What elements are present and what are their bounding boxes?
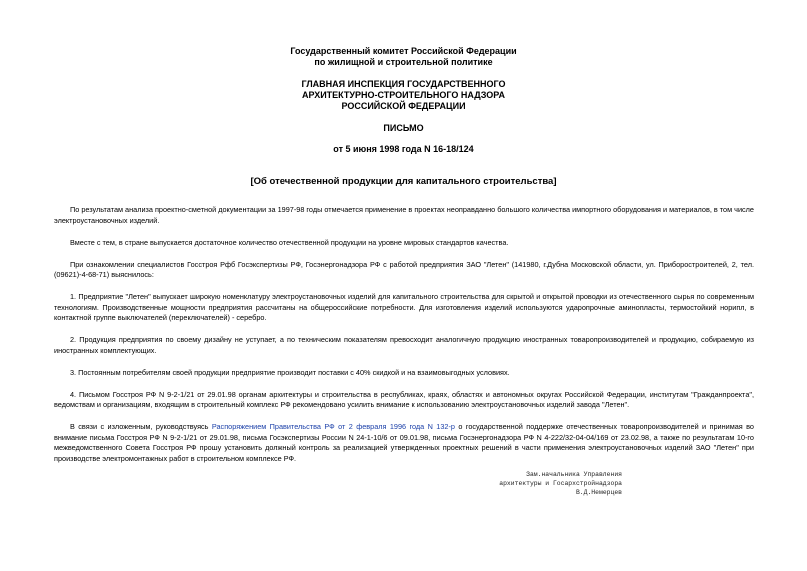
government-order-link[interactable]: Распоряжением Правительства РФ от 2 февраля 1996 года N 132-р [211, 422, 455, 431]
paragraph-6: 3. Постоянным потребителям своей продукции предприятие производит поставки с 40% скидкой и на взаимовыгодных условиях. [70, 367, 510, 377]
paragraph-4: 1. Предприятие "Летен" выпускает широкую номенклатуру электроустановочных изделий для капитального строительства для скрытой и открытой проводки из отечественного сырья по современным технологиям. Производственные мощности предприятия рассчитаны на общероссийские потребности. Для изготовления изделий используются ударопрочные аминопласты, термостойкий норипл, в контактной группе выключателей (переключателей) - серебро. [54, 292, 754, 322]
signature-position: Зам.начальника Управления [526, 471, 622, 478]
issuer-block [0, 46, 807, 68]
signature-block [472, 470, 622, 497]
signature-name: В.Д.Немерцев [575, 489, 622, 496]
inspection-line: РОССИЙСКОЙ ФЕДЕРАЦИИ [341, 101, 466, 111]
paragraph-7: 4. Письмом Госстроя РФ N 9-2-1/21 от 29.01.98 органам архитектуры и строительства в республиках, краях, областях и автономных округах Российской Федерации, институтам "Гражданпроекта", ведомствам и организациям, входящим в строительный комплекс РФ рекомендовано усилить внимание к использованию электроустановочных изделий завода "Летен". [54, 389, 754, 409]
inspection-line: ГЛАВНАЯ ИНСПЕКЦИЯ ГОСУДАРСТВЕННОГО [301, 79, 506, 89]
paragraph-1: По результатам анализа проектно-сметной документации за 1997-98 годы отмечается применение в проектах неоправданно большого количества импортного оборудования и материалов, в том числе электроустановочных изделий. [54, 205, 754, 225]
paragraph-2: Вместе с тем, в стране выпускается достаточное количество отечественной продукции на уровне мировых стандартов качества. [70, 237, 509, 247]
paragraph-5: 2. Продукция предприятия по своему дизайну не уступает, а по техническим показателям превосходит аналогичную продукцию иностранных товаропроизводителей и продукцию, собираемую из иностранных комплектующих. [54, 335, 754, 355]
paragraph-8-lead: В связи с изложенным, руководствуясь [70, 422, 212, 431]
document-body [54, 205, 754, 476]
issuer-line: по жилищной и строительной политике [314, 57, 493, 67]
inspection-line: АРХИТЕКТУРНО-СТРОИТЕЛЬНОГО НАДЗОРА [302, 90, 505, 100]
issuer-line: Государственный комитет Российской Федерации [290, 46, 517, 56]
document-subject: [Об отечественной продукции для капитального строительства] [250, 176, 557, 187]
document-date-number: от 5 июня 1998 года N 16-18/124 [333, 144, 474, 154]
inspection-block [0, 79, 807, 112]
paragraph-8 [54, 422, 754, 464]
signature-department: архитектуры и Госархстройнадзора [499, 480, 622, 487]
document-type: ПИСЬМО [383, 123, 424, 133]
paragraph-8-rest: о государственной поддержке отечественных товаропроизводителей и принимая во внимание письма Госстроя РФ N 9-2-1/21 от 29.01.98, письма Госэкспертизы России N 24-1-10/6 от 09.01.98, письма Госэнергонадзора РФ N 4-222/32-04-04/169 от 23.02.98, а также по результатам 10-го межведомственного Совета Госстроя РФ прошу установить должный контроль за реализацией утвержденных проектных решений в части применения электроустановочных изделий ЗАО "Летен" при производстве электромонтажных работ в строительном комплексе РФ. [54, 422, 754, 463]
paragraph-3: При ознакомлении специалистов Госстроя Рфб Госэкспертизы РФ, Госэнергонадзора РФ с работой предприятия ЗАО "Летен" (141980, г.Дубна Московской области, ул. Приборостроителей, 2, тел. (09621)-4-68-71) выяснилось: [54, 259, 754, 279]
